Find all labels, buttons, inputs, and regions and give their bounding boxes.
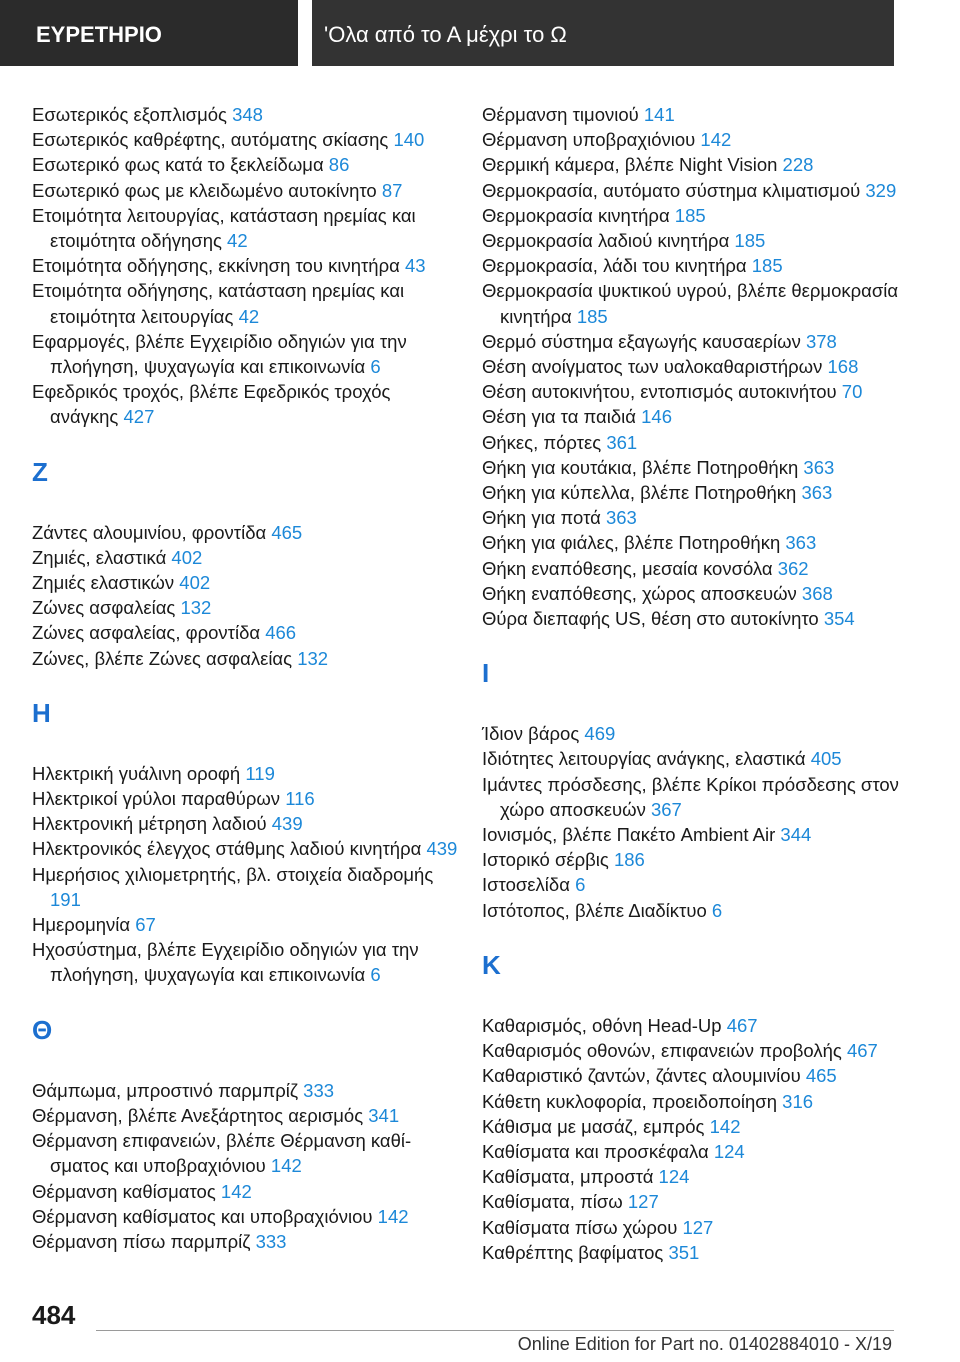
entry-text: Ιονισμός, βλέπε Πακέτο Ambient Air <box>482 824 776 846</box>
entry-text: Θερμοκρασία ψυκτικού υγρού, βλέπε θερμοκρασία κινητήρα <box>482 280 899 327</box>
entry-text: Θήκη για κουτάκια, βλέπε Ποτηροθήκη <box>482 456 799 478</box>
entry-page-link[interactable]: 142 <box>709 1115 741 1137</box>
entry-page-link[interactable]: 142 <box>220 1180 252 1202</box>
index-entry <box>32 646 462 671</box>
section-letter: Ι <box>482 658 490 689</box>
entry-text: Θερμοκρασία κινητήρα <box>482 204 670 226</box>
header <box>0 0 960 70</box>
index-entry <box>32 253 462 278</box>
entry-text: Εσωτερικό φως με κλειδωμένο αυτοκίνητο <box>32 179 377 201</box>
entry-page-link[interactable]: 124 <box>713 1140 745 1162</box>
entry-text: Καθαριστικό ζαντών, ζάντες αλουμινίου <box>482 1065 801 1087</box>
entry-text: Καθρέπτης βαφίματος <box>482 1241 664 1263</box>
index-entry <box>32 379 462 429</box>
entry-page-link[interactable]: 465 <box>805 1065 837 1087</box>
tab-all-a-to-z[interactable]: 'Ολα από το Α μέχρι το Ω <box>312 0 894 66</box>
entry-page-link[interactable]: 140 <box>393 129 425 151</box>
entry-text: Θερμό σύστημα εξαγωγής καυσαερίων <box>482 330 801 352</box>
entry-page-link[interactable]: 367 <box>650 798 682 820</box>
entry-page-link[interactable]: 185 <box>734 230 766 252</box>
entry-page-link[interactable]: 351 <box>668 1241 700 1263</box>
entry-page-link[interactable]: 116 <box>285 788 315 810</box>
entry-page-link[interactable]: 427 <box>123 406 155 428</box>
entry-page-link[interactable]: 344 <box>780 824 812 846</box>
section-letter: Κ <box>482 949 501 980</box>
index-entry <box>32 862 462 912</box>
entry-page-link[interactable]: 363 <box>801 482 833 504</box>
index-entry <box>482 1013 912 1038</box>
index-entry <box>482 329 912 354</box>
entry-text: Θέρμανση τιμονιού <box>482 104 639 125</box>
entry-page-link[interactable]: 405 <box>810 748 842 770</box>
entry-text: Καθίσματα, πίσω <box>482 1191 623 1213</box>
index-entry <box>32 595 462 620</box>
index-entry <box>32 329 462 379</box>
entry-page-link[interactable]: 87 <box>381 179 403 201</box>
entry-page-link[interactable]: 228 <box>782 154 814 176</box>
entry-text: Ζημιές ελαστικών <box>32 572 175 594</box>
index-entry <box>482 228 912 253</box>
entry-page-link[interactable]: 467 <box>846 1040 878 1062</box>
entry-page-link[interactable]: 354 <box>823 608 855 630</box>
entry-page-link[interactable]: 466 <box>265 622 297 644</box>
index-entry <box>32 1229 462 1254</box>
entry-text: Θήκη για ποτά <box>482 507 601 529</box>
entry-text: Καθαρισμός οθονών, επιφανειών προβολής <box>482 1040 842 1062</box>
index-entry <box>482 746 912 771</box>
index-entry <box>32 203 462 253</box>
index-entry <box>482 898 912 923</box>
index-entry <box>482 1139 912 1164</box>
index-entry <box>32 1078 462 1103</box>
entry-text: Εσωτερικός εξοπλισμός <box>32 104 227 125</box>
index-entry <box>482 505 912 530</box>
entry-text: Ιδιότητες λειτουργίας ανάγκης, ελαστικά <box>482 748 806 770</box>
entry-text: Καθίσματα πίσω χώρου <box>482 1216 678 1238</box>
entry-text: Εσωτερικό φως κατά το ξεκλείδωμα <box>32 154 324 176</box>
index-entry <box>32 278 462 328</box>
entry-text: Καθαρισμός, οθόνη Head-Up <box>482 1014 722 1036</box>
index-entry <box>482 152 912 177</box>
entry-text: Ζώνες, βλέπε Ζώνες ασφαλείας <box>32 647 293 669</box>
entry-page-link[interactable]: 368 <box>801 582 833 604</box>
entry-text: Ημερομηνία <box>32 914 131 936</box>
entry-page-link[interactable]: 146 <box>641 406 672 428</box>
entry-page-link[interactable]: 185 <box>751 255 783 277</box>
index-entry <box>482 102 912 127</box>
entry-text: Ιστορικό σέρβις <box>482 849 609 871</box>
entry-text: Καθίσματα, μπροστά <box>482 1166 654 1188</box>
entry-text: Ηλεκτρονικός έλεγχος στάθμης λαδιού κινητήρα <box>32 838 422 860</box>
entry-page-link[interactable]: 467 <box>726 1014 758 1036</box>
entry-page-link[interactable]: 191 <box>50 888 81 910</box>
index-entry <box>32 912 462 937</box>
index-entry <box>32 1204 462 1229</box>
section-letter: Ζ <box>32 456 48 487</box>
entry-text: Ετοιμότητα λειτουργίας, κατάσταση ηρεμίας και ετοιμότητα οδήγησης <box>32 204 416 252</box>
entry-text: Εφεδρικός τροχός, βλέπε Εφεδρικός τροχός ανάγκης <box>32 381 391 428</box>
entry-page-link[interactable]: 329 <box>865 179 897 201</box>
entry-page-link[interactable]: 363 <box>803 456 835 478</box>
entry-text: Θέρμανση καθίσματος και υποβραχιόνιου <box>32 1205 373 1227</box>
entry-text: Κάθισμα με μασάζ, εμπρός <box>482 1115 705 1137</box>
entry-page-link[interactable]: 6 <box>370 964 381 986</box>
entry-text: Θύρα διεπαφής US, θέση στο αυτοκίνητο <box>482 608 819 630</box>
entry-text: Κάθετη κυκλοφορία, προειδοποίηση <box>482 1090 778 1112</box>
entry-page-link[interactable]: 402 <box>179 572 211 594</box>
page-number: 484 <box>32 1300 76 1330</box>
entry-page-link[interactable]: 6 <box>711 899 723 921</box>
section-letter: Θ <box>32 1014 53 1045</box>
tab-index[interactable]: ΕΥΡΕΤΗΡΙΟ <box>0 0 298 66</box>
index-entry <box>482 721 912 746</box>
index-entry <box>32 761 462 786</box>
index-entry <box>482 127 912 152</box>
index-entry <box>32 836 462 861</box>
entry-page-link[interactable]: 43 <box>404 255 426 277</box>
index-entry <box>482 772 912 822</box>
index-entry <box>482 455 912 480</box>
index-column-left <box>32 102 462 1254</box>
entry-text: Ιστότοπος, βλέπε Διαδίκτυο <box>482 899 707 921</box>
index-entry <box>482 203 912 228</box>
index-entry <box>482 1038 912 1063</box>
index-entry <box>32 786 462 811</box>
index-entry <box>482 847 912 872</box>
entry-text: Ιμάντες πρόσδεσης, βλέπε Κρίκοι πρόσδεσης στον χώρο αποσκευών <box>482 773 899 820</box>
entry-text: Ηλεκτρική γυάλινη οροφή <box>32 762 241 784</box>
footer-divider <box>96 1330 894 1331</box>
entry-page-link[interactable]: 86 <box>328 154 350 176</box>
index-entry <box>32 127 462 152</box>
entry-page-link[interactable]: 316 <box>782 1090 814 1112</box>
entry-text: Θέρμανση καθίσματος <box>32 1180 216 1202</box>
entry-text: Ζάντες αλουμινίου, φροντίδα <box>32 521 267 543</box>
index-entry <box>32 1103 462 1128</box>
index-entry <box>482 822 912 847</box>
entry-text: Θήκη εναπόθεσης, μεσαία κονσόλα <box>482 557 773 579</box>
entry-page-link[interactable]: 6 <box>370 356 381 378</box>
entry-text: Ζημιές, ελαστικά <box>32 546 167 568</box>
entry-text: Εφαρμογές, βλέπε Εγχειρίδιο οδηγιών για την πλοήγηση, ψυχαγωγία και επικοινωνία <box>32 330 407 378</box>
entry-page-link[interactable]: 439 <box>426 838 458 860</box>
entry-page-link[interactable]: 141 <box>643 104 675 125</box>
index-entry <box>482 1089 912 1114</box>
index-entry <box>32 1179 462 1204</box>
entry-text: Θήκες, πόρτες <box>482 431 602 453</box>
entry-text: Καθίσματα και προσκέφαλα <box>482 1140 709 1162</box>
index-entry <box>482 1114 912 1139</box>
index-entry <box>32 811 462 836</box>
entry-page-link[interactable]: 119 <box>245 762 275 784</box>
index-entry <box>482 379 912 404</box>
index-entry <box>482 556 912 581</box>
index-entry <box>482 872 912 897</box>
index-entry <box>482 404 912 429</box>
index-entry <box>32 620 462 645</box>
entry-page-link[interactable]: 333 <box>255 1230 287 1252</box>
entry-text: Θερμική κάμερα, βλέπε Night Vision <box>482 154 778 176</box>
index-entry <box>482 1240 912 1265</box>
entry-page-link[interactable]: 363 <box>785 532 817 554</box>
index-entry <box>32 152 462 177</box>
entry-text: Θέση ανοίγματος των υαλοκαθαριστήρων <box>482 356 823 378</box>
section-letter: Η <box>32 697 51 728</box>
entry-page-link[interactable]: 402 <box>171 546 203 568</box>
index-entry <box>32 937 462 987</box>
entry-text: Ίδιον βάρος <box>482 723 580 745</box>
entry-page-link[interactable]: 341 <box>368 1104 400 1126</box>
index-entry <box>482 253 912 278</box>
index-entry <box>482 581 912 606</box>
index-entry <box>32 570 462 595</box>
entry-text: Θήκη για φιάλες, βλέπε Ποτηροθήκη <box>482 532 781 554</box>
index-entry <box>32 1128 462 1178</box>
index-entry <box>482 480 912 505</box>
entry-page-link[interactable]: 186 <box>613 849 645 871</box>
entry-page-link[interactable]: 42 <box>238 305 260 327</box>
entry-page-link[interactable]: 42 <box>227 230 248 252</box>
entry-page-link[interactable]: 124 <box>658 1166 690 1188</box>
entry-page-link[interactable]: 348 <box>232 104 263 125</box>
entry-text: Θέση για τα παιδιά <box>482 406 636 428</box>
entry-page-link[interactable]: 142 <box>270 1155 302 1177</box>
index-entry <box>482 430 912 455</box>
index-entry <box>32 520 462 545</box>
index-entry <box>482 354 912 379</box>
entry-text: Θήκη εναπόθεσης, χώρος αποσκευών <box>482 582 797 604</box>
entry-text: Θερμοκρασία, αυτόματο σύστημα κλιματισμού <box>482 179 861 201</box>
entry-page-link[interactable]: 6 <box>575 874 586 896</box>
entry-text: Ζώνες ασφαλείας <box>32 597 176 619</box>
entry-page-link[interactable]: 361 <box>606 431 638 453</box>
entry-page-link[interactable]: 127 <box>682 1216 714 1238</box>
index-entry <box>32 102 462 127</box>
entry-page-link[interactable]: 142 <box>700 129 732 151</box>
entry-page-link[interactable]: 127 <box>627 1191 659 1213</box>
entry-text: Ιστοσελίδα <box>482 874 570 896</box>
entry-text: Θέρμανση υποβραχιόνιου <box>482 129 696 151</box>
entry-text: Θέρμανση επιφανειών, βλέπε Θέρμανση καθίσματος και υποβραχιόνιου <box>32 1130 412 1177</box>
entry-page-link[interactable]: 132 <box>297 647 329 669</box>
entry-text: Ηχοσύστημα, βλέπε Εγχειρίδιο οδηγιών για την πλοήγηση, ψυχαγωγία και επικοινωνία <box>32 939 419 986</box>
index-entry <box>482 1215 912 1240</box>
entry-page-link[interactable]: 185 <box>674 204 706 226</box>
entry-text: Ετοιμότητα οδήγησης, εκκίνηση του κινητήρα <box>32 255 400 277</box>
index-entry <box>482 606 912 631</box>
entry-text: Θήκη για κύπελλα, βλέπε Ποτηροθήκη <box>482 482 797 504</box>
entry-text: Ηλεκτρονική μέτρηση λαδιού <box>32 813 267 835</box>
index-entry <box>482 530 912 555</box>
entry-text: Θάμπωμα, μπροστινό παρμπρίζ <box>32 1079 299 1101</box>
entry-text: Θερμοκρασία λαδιού κινητήρα <box>482 230 730 252</box>
entry-page-link[interactable]: 67 <box>135 914 156 936</box>
entry-text: Ζώνες ασφαλείας, φροντίδα <box>32 622 261 644</box>
index-entry <box>482 1063 912 1088</box>
entry-text: Εσωτερικός καθρέφτης, αυτόματης σκίασης <box>32 129 389 151</box>
entry-page-link[interactable]: 70 <box>841 381 863 403</box>
entry-page-link[interactable]: 362 <box>777 557 809 579</box>
edition-text: Online Edition for Part no. 01402884010 - X/19 <box>517 1334 892 1354</box>
index-entry <box>32 545 462 570</box>
index-entry <box>32 178 462 203</box>
entry-page-link[interactable]: 168 <box>827 356 859 378</box>
entry-page-link[interactable]: 185 <box>576 305 608 327</box>
index-column-right <box>482 102 912 1265</box>
index-entry <box>482 1164 912 1189</box>
index-entry <box>482 278 912 328</box>
entry-text: Ετοιμότητα οδήγησης, κατάσταση ηρεμίας και ετοιμότητα λειτουργίας <box>32 280 405 327</box>
entry-page-link[interactable]: 132 <box>180 597 212 619</box>
entry-page-link[interactable]: 439 <box>271 813 303 835</box>
entry-page-link[interactable]: 378 <box>805 330 837 352</box>
entry-page-link[interactable]: 333 <box>303 1079 335 1101</box>
entry-page-link[interactable]: 363 <box>605 507 637 529</box>
entry-page-link[interactable]: 465 <box>271 521 303 543</box>
entry-text: Θέση αυτοκινήτου, εντοπισμός αυτοκινήτου <box>482 381 837 403</box>
entry-text: Θερμοκρασία, λάδι του κινητήρα <box>482 255 747 277</box>
entry-page-link[interactable]: 142 <box>377 1205 409 1227</box>
entry-text: Ημερήσιος χιλιομετρητής, βλ. στοιχεία διαδρομής <box>32 863 434 885</box>
index-entry <box>482 1189 912 1214</box>
entry-text: Θέρμανση, βλέπε Ανεξάρτητος αερισμός <box>32 1104 364 1126</box>
entry-text: Ηλεκτρικοί γρύλοι παραθύρων <box>32 788 281 810</box>
entry-page-link[interactable]: 469 <box>584 723 616 745</box>
index-entry <box>482 178 912 203</box>
entry-text: Θέρμανση πίσω παρμπρίζ <box>32 1230 251 1252</box>
